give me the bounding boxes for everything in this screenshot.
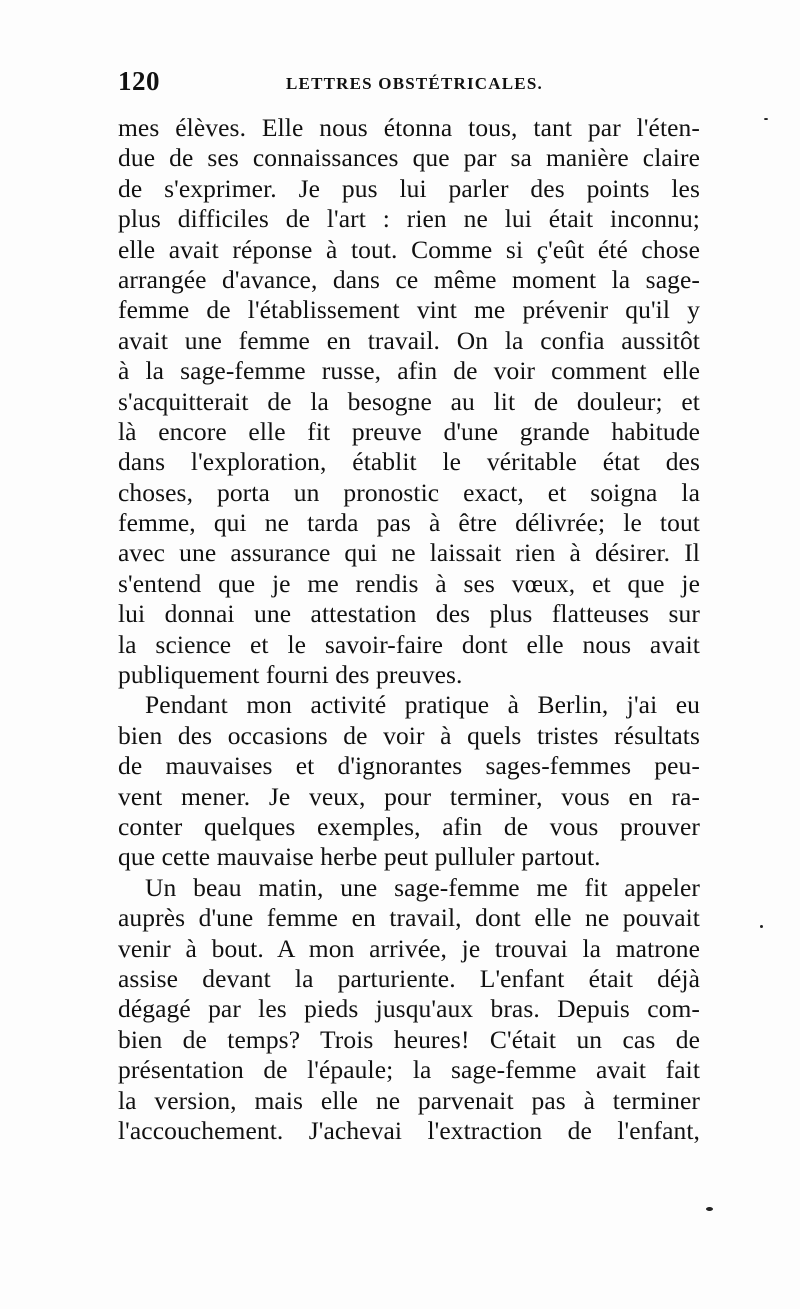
text-line: l'accouchement. J'achevai l'extraction de l'enfant,: [118, 1115, 700, 1145]
text-line: femme de l'établissement vint me prévenir qu'il y: [118, 295, 700, 325]
text-line: vent mener. Je veux, pour terminer, vous en ra-: [118, 781, 700, 811]
text-line: que cette mauvaise herbe peut pulluler partout.: [118, 842, 601, 872]
text-line: plus difficiles de l'art : rien ne lui était inconnu;: [118, 204, 700, 234]
text-line: arrangée d'avance, dans ce même moment la sage-: [118, 264, 700, 294]
text-line: conter quelques exemples, afin de vous prouver: [118, 811, 700, 841]
text-line: publiquement fourni des preuves.: [118, 660, 463, 690]
text-line: présentation de l'épaule; la sage-femme avait fait: [118, 1055, 700, 1085]
text-line: lui donnai une attestation des plus flatteuses sur: [118, 599, 700, 629]
body-text: [118, 113, 700, 1146]
text-line: femme, qui ne tarda pas à être délivrée; le tout: [118, 508, 700, 538]
text-line: venir à bout. A mon arrivée, je trouvai la matrone: [118, 933, 700, 963]
text-line: avait une femme en travail. On la confia aussitôt: [118, 325, 700, 355]
text-line: la science et le savoir-faire dont elle nous avait: [118, 629, 700, 659]
text-line: bien des occasions de voir à quels tristes résultats: [118, 720, 700, 750]
text-line: Un beau matin, une sage-femme me fit appeler: [145, 872, 700, 902]
text-line: s'entend que je me rendis à ses vœux, et que je: [118, 568, 700, 598]
text-line: dans l'exploration, établit le véritable état des: [118, 447, 700, 477]
text-line: Pendant mon activité pratique à Berlin, j'ai eu: [145, 690, 700, 720]
text-line: choses, porta un pronostic exact, et soigna la: [118, 477, 700, 507]
text-line: due de ses connaissances que par sa manière claire: [118, 143, 700, 173]
print-speck: [764, 118, 768, 120]
text-line: s'acquitterait de la besogne au lit de douleur; et: [118, 386, 700, 416]
text-line: elle avait réponse à tout. Comme si ç'eût été chose: [118, 234, 700, 264]
print-speck: [760, 925, 763, 928]
text-line: à la sage-femme russe, afin de voir comment elle: [118, 356, 700, 386]
text-line: assise devant la parturiente. L'enfant était déjà: [118, 963, 700, 993]
text-line: de mauvaises et d'ignorantes sages-femmes peu-: [118, 751, 700, 781]
running-title: LETTRES OBSTÉTRICALES.: [286, 74, 543, 93]
print-speck: [706, 1207, 713, 1211]
page-number: 120: [118, 66, 160, 96]
text-line: avec une assurance qui ne laissait rien à désirer. Il: [118, 538, 700, 568]
text-line: mes élèves. Elle nous étonna tous, tant par l'éten-: [118, 113, 700, 142]
text-line: dégagé par les pieds jusqu'aux bras. Depuis com-: [118, 994, 700, 1024]
text-line: auprès d'une femme en travail, dont elle ne pouvait: [118, 903, 700, 933]
text-line: la version, mais elle ne parvenait pas à terminer: [118, 1085, 700, 1115]
text-line: là encore elle fit preuve d'une grande habitude: [118, 416, 700, 446]
running-head: [118, 62, 698, 102]
text-line: bien de temps? Trois heures! C'était un cas de: [118, 1024, 700, 1054]
text-line: de s'exprimer. Je pus lui parler des points les: [118, 173, 700, 203]
